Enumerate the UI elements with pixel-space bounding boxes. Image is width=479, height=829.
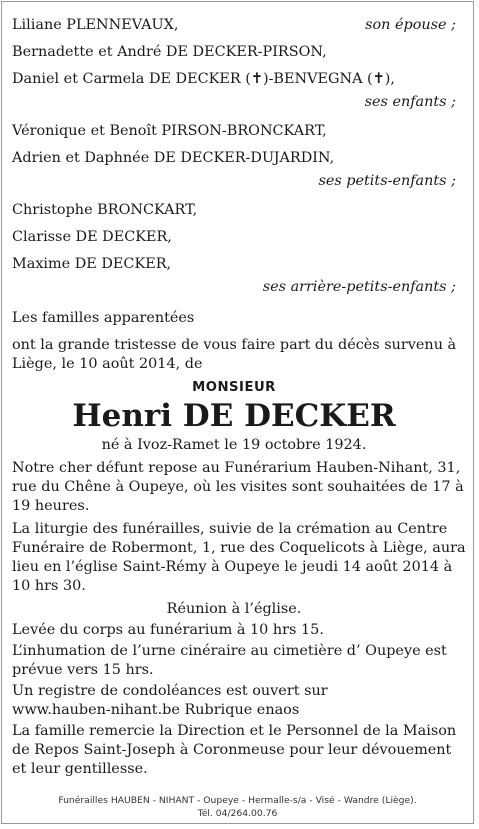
- register-line: Un registre de condoléances est ouvert sur: [12, 683, 328, 699]
- footer-phone: Tél. 04/264.00.76: [197, 808, 278, 819]
- family-name: Liliane PLENNEVAUX,: [12, 17, 179, 33]
- liturgy-line: lieu en l’église Saint-Rémy à Oupeye le jeudi 14 août 2014 à: [12, 559, 453, 575]
- rest-paragraph: [12, 459, 464, 516]
- burial-line: L’inhumation de l’urne cinéraire au cimetière d’ Oupeye est: [12, 643, 447, 659]
- family-role: ses arrière-petits-enfants ;: [262, 279, 456, 295]
- liturgy-paragraph: [12, 520, 466, 596]
- rest-line: 19 heures.: [12, 498, 90, 514]
- levee-info: Levée du corps au funérarium à 10 hrs 15.: [12, 622, 324, 638]
- thanks-line: et leur gentillesse.: [12, 761, 148, 777]
- announcement-line: Liège, le 10 août 2014, de: [12, 356, 203, 372]
- family-name: Christophe BRONCKART,: [12, 202, 198, 218]
- liturgy-line: 10 hrs 30.: [12, 578, 86, 594]
- thanks-line: La famille remercie la Direction et le Personnel de la Maison: [12, 723, 457, 739]
- family-name: Véronique et Benoît PIRSON-BRONCKART,: [12, 123, 327, 139]
- announcement-line: ont la grande tristesse de vous faire part du décès survenu à: [12, 337, 457, 353]
- birth-info: né à Ivoz-Ramet le 19 octobre 1924.: [101, 437, 367, 453]
- family-line: [12, 16, 456, 35]
- funeral-home-footer: [2, 794, 473, 820]
- register-paragraph: [12, 682, 456, 720]
- register-line: www.hauben-nihant.be Rubrique enaos: [12, 702, 300, 718]
- family-name: Bernadette et André DE DECKER-PIRSON,: [12, 44, 327, 60]
- title-monsieur: MONSIEUR: [192, 380, 276, 395]
- liturgy-line: Funéraire de Robermont, 1, rue des Coquelicots à Liège, aura: [12, 540, 466, 556]
- rest-line: Notre cher défunt repose au Funérarium Hauben-Nihant, 31,: [12, 460, 461, 476]
- family-name: Clarisse DE DECKER,: [12, 229, 172, 245]
- family-name: Maxime DE DECKER,: [12, 256, 172, 272]
- meeting-info: Réunion à l’église.: [166, 601, 302, 617]
- thanks-paragraph: [12, 722, 456, 779]
- burial-line: prévue vers 15 hrs.: [12, 662, 154, 678]
- liturgy-line: La liturgie des funérailles, suivie de la crémation au Centre: [12, 521, 448, 537]
- family-role: ses petits-enfants ;: [318, 173, 456, 189]
- family-role: son épouse ;: [365, 17, 456, 33]
- family-role: ses enfants ;: [364, 94, 456, 110]
- related-families: Les familles apparentées: [12, 310, 195, 326]
- family-name: Adrien et Daphnée DE DECKER-DUJARDIN,: [12, 150, 335, 166]
- burial-paragraph: [12, 642, 456, 680]
- family-name: Daniel et Carmela DE DECKER (✝)-BENVEGNA (✝),: [12, 71, 395, 87]
- rest-line: rue du Chêne à Oupeye, où les visites sont souhaitées de 17 à: [12, 479, 464, 495]
- announcement: [12, 336, 456, 374]
- thanks-line: de Repos Saint-Joseph à Coronmeuse pour leur dévouement: [12, 742, 452, 758]
- footer-address: Funérailles HAUBEN - NIHANT - Oupeye - Hermalle-s/a - Visé - Wandre (Liège).: [58, 795, 417, 806]
- deceased-name: Henri DE DECKER: [72, 398, 396, 434]
- obituary-body: [12, 16, 466, 779]
